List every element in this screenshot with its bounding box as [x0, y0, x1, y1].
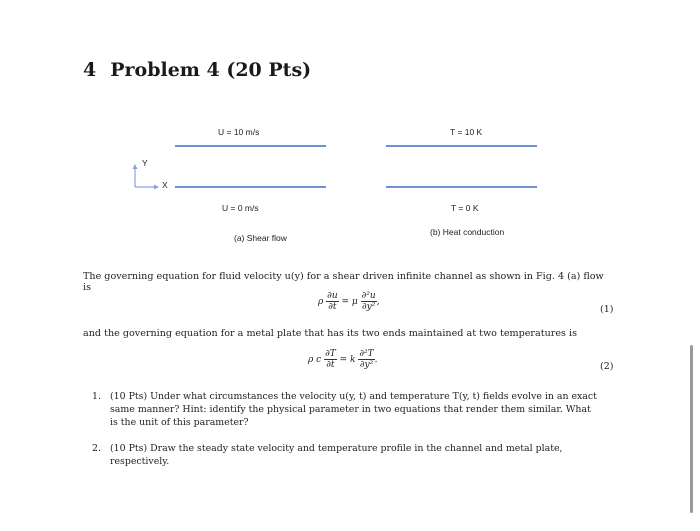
eq1-lhs-num: ∂u: [327, 291, 338, 301]
heat-caption: (b) Heat conduction: [430, 227, 505, 237]
mid-paragraph: and the governing equation for a metal plate that has its two ends maintained at two temperatures is: [83, 328, 578, 339]
eq2-rhs-coef: k: [350, 355, 356, 365]
question-2-line2: respectively.: [110, 456, 170, 467]
shear-top-plate: [175, 145, 326, 147]
eq1-lhs-den: ∂t: [326, 301, 338, 312]
equation-1-number: (1): [600, 304, 614, 315]
shear-bottom-label: U = 0 m/s: [222, 203, 259, 213]
problem-heading: [83, 59, 311, 81]
intro-paragraph-line2: is: [83, 282, 91, 293]
axis-x-label: X: [162, 180, 168, 190]
eq2-rhs-den: ∂y²: [359, 360, 374, 370]
equation-2-number: (2): [600, 361, 614, 372]
eq2-lhs-coef: ρ c: [308, 355, 322, 365]
eq2-equals: =: [339, 355, 348, 365]
problem-title: Problem 4 (20 Pts): [110, 59, 312, 81]
shear-top-label: U = 10 m/s: [218, 127, 260, 137]
eq1-rhs-den: ∂y²: [362, 302, 376, 312]
heat-bottom-plate: [386, 186, 537, 188]
question-2-number: 2.: [92, 443, 101, 454]
eq2-lhs-num: ∂T: [325, 349, 336, 359]
equation-2: [308, 349, 378, 370]
eq1-tail: ,: [376, 297, 380, 307]
heat-bottom-label: T = 0 K: [451, 203, 479, 213]
heat-top-label: T = 10 K: [450, 127, 483, 137]
eq1-rhs-coef: μ: [351, 297, 358, 307]
heat-top-plate: [386, 145, 537, 147]
eq2-rhs-num: ∂²T: [359, 349, 374, 359]
eq2-tail: .: [374, 355, 378, 365]
eq1-rhs-num: ∂²u: [361, 291, 376, 301]
shear-caption: (a) Shear flow: [234, 233, 287, 243]
eq2-lhs-frac: [324, 349, 337, 370]
equation-1: [318, 291, 380, 312]
question-1-line1: (10 Pts) Under what circumstances the velocity u(y, t) and temperature T(y, t) fields evolve in an exact: [110, 391, 597, 402]
eq1-equals: =: [341, 297, 350, 307]
eq1-lhs-frac: [326, 291, 338, 312]
eq1-rhs-frac: [361, 291, 377, 312]
eq1-lhs-coef: ρ: [318, 297, 324, 307]
eq2-lhs-den: ∂t: [324, 359, 337, 370]
question-1-number: 1.: [92, 391, 101, 402]
intro-paragraph-line1: The governing equation for fluid velocity u(y) for a shear driven infinite channel as shown in Fig. 4 (a) flow: [83, 271, 604, 282]
vertical-scrollbar[interactable]: [690, 345, 693, 513]
problem-number: 4: [83, 59, 97, 81]
question-1-line2: same manner? Hint: identify the physical parameter in two equations that render them similar. What: [110, 404, 591, 415]
shear-bottom-plate: [175, 186, 326, 188]
question-1-line3: is the unit of this parameter?: [110, 417, 249, 428]
eq2-rhs-frac: [358, 349, 374, 370]
question-2-line1: (10 Pts) Draw the steady state velocity and temperature profile in the channel and metal plate,: [110, 443, 563, 454]
axis-y-label: Y: [142, 158, 148, 168]
